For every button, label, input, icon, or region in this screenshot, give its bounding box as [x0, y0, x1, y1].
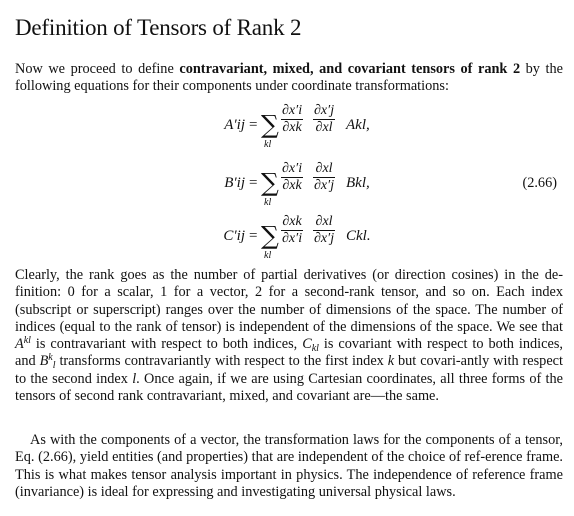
text-run: is contravariant with respect to both indices,: [30, 336, 303, 353]
tensor-symbol: B: [39, 353, 49, 370]
equation-lhs: C′ij: [223, 228, 245, 244]
intro-tail: by the following equations for their components under coordinate transformations:: [15, 61, 563, 95]
fraction-1: [281, 214, 303, 247]
fraction-denominator: ∂xk: [282, 120, 302, 135]
fraction-2: [313, 214, 335, 247]
text-run: Clearly, the rank goes as the number of partial derivatives (or direction cosines) in the de-finition: 0 for a scalar, 1 for a vector, 2 for a second-rank tensor, and so on. Each index (subscript or superscript) ranges over the number of dimensions of the space. The number of indices (equal to the rank of tensor) is independent of the dimensions of the space. We see that: [15, 267, 563, 335]
section-title: Definition of Tensors of Rank 2: [15, 15, 302, 40]
invariance-paragraph: As with the components of a vector, the transformation laws for the components of a tensor, Eq. (2.66), yield entities (and properties) that are independent of the choice of ref-erence frame. This is what makes tensor analysis important in physics. The independence of reference frame (invariance) is ideal for expressing and investigating universal physical laws.: [15, 432, 563, 500]
sum-symbol: ∑: [261, 110, 279, 139]
sum-index: kl: [264, 250, 272, 261]
equation-b: [0, 158, 574, 213]
equation-lhs: A′ij: [224, 117, 245, 133]
equation-rhs: Ckl.: [346, 228, 371, 244]
fraction-numerator: ∂x′j: [314, 103, 335, 118]
equation-a: [0, 100, 574, 155]
text-run: transforms contravariantly with respect to the first index: [55, 353, 388, 370]
intro-paragraph: [15, 61, 563, 96]
sum-index: kl: [264, 197, 272, 208]
tensor-superscript: k: [48, 352, 53, 364]
fraction-1: [281, 103, 303, 136]
fraction-numerator: ∂xk: [282, 214, 302, 229]
sum-symbol: ∑: [261, 168, 279, 197]
fraction-1: [281, 161, 303, 194]
equation-rhs: Akl,: [346, 117, 370, 133]
index-symbol: l: [132, 370, 137, 387]
equation-rhs: Bkl,: [346, 175, 370, 191]
sum-index: kl: [264, 139, 272, 150]
fraction-numerator: ∂xl: [313, 161, 335, 178]
text-run: is covariant with respect to both indices, and: [15, 336, 563, 370]
tensor-superscript: kl: [23, 335, 31, 347]
sum-symbol: ∑: [261, 221, 279, 250]
fraction-denominator: ∂x′j: [314, 178, 335, 193]
equation-c: [0, 211, 574, 266]
text-run: but covari-antly with respect to the second index: [15, 353, 563, 387]
index-symbol: k: [387, 353, 395, 370]
tensor-symbol: A: [15, 336, 24, 353]
equation-number: (2.66): [522, 175, 557, 191]
fraction-denominator: ∂x′j: [314, 231, 335, 246]
fraction-denominator: ∂xl: [315, 120, 333, 135]
fraction-numerator: ∂x′i: [282, 161, 303, 176]
fraction-numerator: ∂xl: [313, 214, 335, 231]
explanation-paragraph: [15, 267, 563, 405]
intro-lead: Now we proceed to define: [15, 61, 180, 77]
text-run: . Once again, if we are using Cartesian coordinates, all three forms of the tensors of second rank contravariant, mixed, and covariant are—the same.: [15, 370, 563, 405]
tensor-subscript: kl: [311, 343, 319, 355]
tensor-subscript: l: [52, 360, 56, 372]
equals-sign: =: [249, 175, 258, 191]
equation-lhs: B′ij: [224, 175, 245, 191]
tensor-symbol: C: [302, 336, 312, 353]
fraction-2: [313, 103, 335, 136]
fraction-2: [313, 161, 335, 194]
equals-sign: =: [249, 117, 258, 133]
fraction-denominator: ∂x′i: [282, 231, 303, 246]
fraction-denominator: ∂xk: [282, 178, 302, 193]
fraction-numerator: ∂x′i: [282, 103, 303, 118]
equals-sign: =: [249, 228, 258, 244]
intro-bold-phrase: contravariant, mixed, and covariant tensors of rank 2: [179, 61, 521, 77]
